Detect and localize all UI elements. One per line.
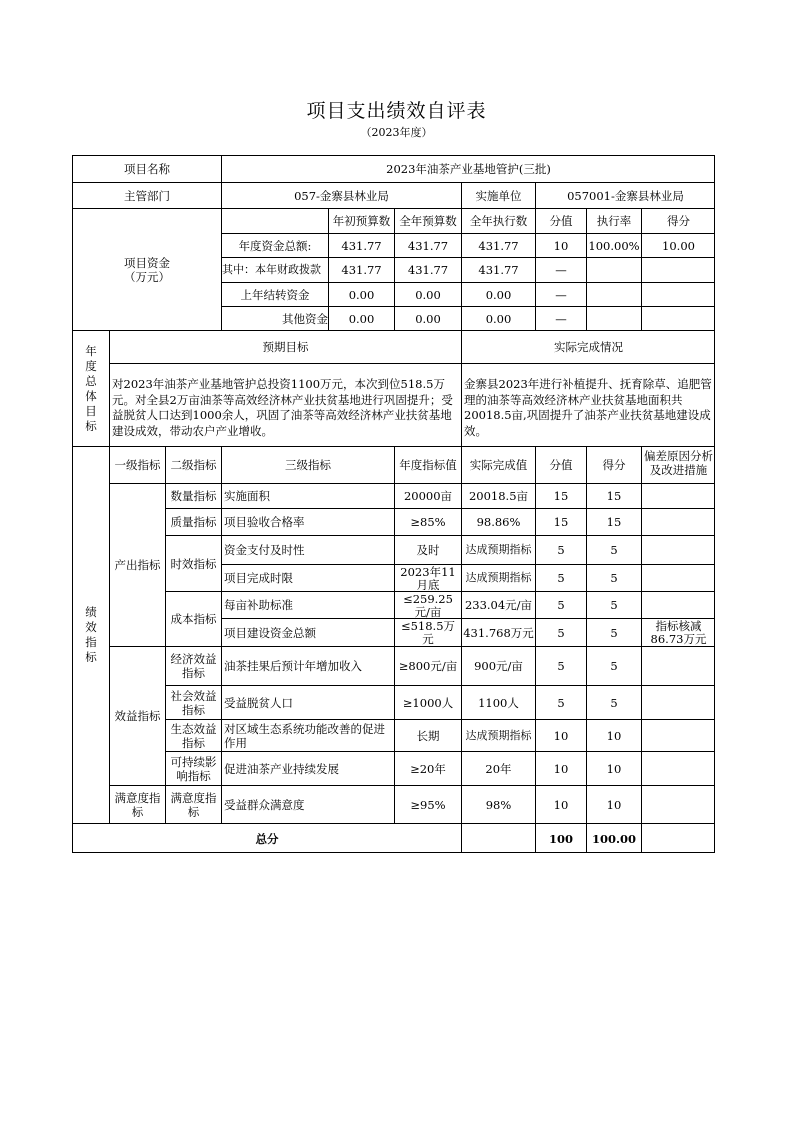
perf-header-score-value: 分值 [536,447,587,484]
indicator-score-value: 10 [536,720,587,752]
indicator-score: 5 [587,619,642,647]
indicator-actual: 达成预期指标 [462,565,536,592]
indicator-target: ≥1000人 [395,686,462,720]
dept: 057-金寨县林业局 [222,183,462,209]
indicator-note [642,592,715,619]
level2-satisfaction: 满意度指标 [166,786,222,824]
perf-header-actual: 实际完成值 [462,447,536,484]
indicator-actual: 98% [462,786,536,824]
total-score: 100.00 [587,824,642,853]
funds-header-blank [222,209,329,234]
indicator-score: 5 [587,536,642,565]
funds-header-score-value: 分值 [536,209,587,234]
project-name: 2023年油茶产业基地管护(三批) [222,156,715,183]
indicator-score: 5 [587,647,642,686]
indicator-actual: 达成预期指标 [462,720,536,752]
funds-row-annual: 0.00 [395,307,462,331]
indicator-target: ≥20年 [395,752,462,786]
expected-goal-header: 预期目标 [110,331,462,364]
indicator-score-value: 5 [536,565,587,592]
funds-row-score-value: — [536,307,587,331]
indicator-name: 实施面积 [222,484,395,509]
indicator-target: 及时 [395,536,462,565]
indicator-actual: 900元/亩 [462,647,536,686]
perf-header-level3: 三级指标 [222,447,395,484]
level1-benefit: 效益指标 [110,647,166,786]
funds-row-annual: 431.77 [395,234,462,258]
indicator-score: 15 [587,484,642,509]
level2-cost: 成本指标 [166,592,222,647]
indicator-actual: 20年 [462,752,536,786]
indicator-name: 资金支付及时性 [222,536,395,565]
funds-row-score-value: 10 [536,234,587,258]
indicator-note: 指标核减86.73万元 [642,619,715,647]
indicator-actual: 233.04元/亩 [462,592,536,619]
performance-side-label: 绩效指标 [73,447,110,824]
level1-output: 产出指标 [110,484,166,647]
funds-row-label: 上年结转资金 [222,283,329,307]
funds-header-annual: 全年预算数 [395,209,462,234]
funds-row-label: 其他资金 [222,307,329,331]
project-name-label: 项目名称 [73,156,222,183]
funds-row-score-value: — [536,258,587,283]
indicator-name: 项目建设资金总额 [222,619,395,647]
funds-row-initial: 0.00 [329,283,395,307]
indicator-score-value: 5 [536,647,587,686]
funds-header-rate: 执行率 [587,209,642,234]
unit-label: 实施单位 [462,183,536,209]
funds-row-rate: 100.00% [587,234,642,258]
expected-goal-text: 对2023年油茶产业基地管护总投资1100万元，本次到位518.5万元。对全县2万亩油茶等高效经济林产业扶贫基地进行巩固提升；受益脱贫人口达到1000余人，巩固了油茶等高效经济林产业扶贫基地建设成效，带动农户产业增收。 [110,364,462,447]
funds-row-score [642,258,715,283]
funds-row-label: 年度资金总额: [222,234,329,258]
level2-quality: 质量指标 [166,509,222,536]
level2-sustainable: 可持续影响指标 [166,752,222,786]
funds-row-executed: 431.77 [462,234,536,258]
indicator-note [642,565,715,592]
evaluation-table [72,155,715,853]
indicator-actual: 达成预期指标 [462,536,536,565]
indicator-score-value: 5 [536,619,587,647]
perf-header-level1: 一级指标 [110,447,166,484]
actual-completion-text: 金寨县2023年进行补植提升、抚育除草、追肥管理的油茶等高效经济林产业扶贫基地面积共20018.5亩,巩固提升了油茶产业扶贫基地建设成效。 [462,364,715,447]
indicator-score-value: 5 [536,686,587,720]
funds-row-score: 10.00 [642,234,715,258]
funds-row-initial: 431.77 [329,258,395,283]
total-label: 总分 [73,824,462,853]
indicator-note [642,752,715,786]
indicator-note [642,720,715,752]
indicator-target: ≤259.25元/亩 [395,592,462,619]
indicator-name: 每亩补助标准 [222,592,395,619]
funds-row-rate [587,258,642,283]
funds-row-executed: 0.00 [462,283,536,307]
funds-row-rate [587,307,642,331]
indicator-note [642,686,715,720]
funds-row-initial: 431.77 [329,234,395,258]
indicator-actual: 98.86% [462,509,536,536]
indicator-name: 促进油茶产业持续发展 [222,752,395,786]
indicator-target: ≤518.5万元 [395,619,462,647]
indicator-score-value: 5 [536,592,587,619]
page-title: 项目支出绩效自评表 [306,100,487,122]
indicator-target: ≥85% [395,509,462,536]
funds-row-executed: 0.00 [462,307,536,331]
indicator-name: 对区域生态系统功能改善的促进作用 [222,720,395,752]
funds-row-score-value: — [536,283,587,307]
level2-social: 社会效益指标 [166,686,222,720]
level2-timeliness: 时效指标 [166,536,222,592]
indicator-score: 5 [587,686,642,720]
indicator-note [642,484,715,509]
indicator-note [642,647,715,686]
indicator-target: 长期 [395,720,462,752]
total-note-blank [642,824,715,853]
indicator-name: 项目验收合格率 [222,509,395,536]
indicator-score: 10 [587,720,642,752]
indicator-score-value: 10 [536,752,587,786]
indicator-note [642,536,715,565]
annual-goal-side-label: 年度总体目标 [73,331,110,447]
indicator-score-value: 10 [536,786,587,824]
indicator-score: 5 [587,592,642,619]
level2-ecological: 生态效益指标 [166,720,222,752]
indicator-target: 2023年11月底 [395,565,462,592]
page-subtitle: （2023年度） [360,126,433,139]
perf-header-level2: 二级指标 [166,447,222,484]
indicator-note [642,786,715,824]
indicator-name: 受益脱贫人口 [222,686,395,720]
indicator-actual: 431.768万元 [462,619,536,647]
funds-header-executed: 全年执行数 [462,209,536,234]
indicator-note [642,509,715,536]
perf-header-score: 得分 [587,447,642,484]
indicator-name: 受益群众满意度 [222,786,395,824]
actual-completion-header: 实际完成情况 [462,331,715,364]
indicator-score: 10 [587,752,642,786]
indicator-actual: 20018.5亩 [462,484,536,509]
indicator-actual: 1100人 [462,686,536,720]
indicator-score-value: 15 [536,509,587,536]
indicator-score-value: 15 [536,484,587,509]
level1-satisfaction: 满意度指标 [110,786,166,824]
level2-quantity: 数量指标 [166,484,222,509]
perf-header-deviation: 偏差原因分析及改进措施 [642,447,715,484]
funds-row-initial: 0.00 [329,307,395,331]
funds-row-executed: 431.77 [462,258,536,283]
funds-row-annual: 431.77 [395,258,462,283]
funds-row-label: 其中：本年财政拨款 [222,258,329,283]
indicator-target: ≥800元/亩 [395,647,462,686]
indicator-score-value: 5 [536,536,587,565]
level2-economic: 经济效益指标 [166,647,222,686]
total-score-value: 100 [536,824,587,853]
funds-header-score: 得分 [642,209,715,234]
indicator-name: 项目完成时限 [222,565,395,592]
funds-row-score [642,307,715,331]
total-actual-blank [462,824,536,853]
funds-label: 项目资金 （万元） [73,209,222,331]
indicator-score: 10 [587,786,642,824]
indicator-name: 油茶挂果后预计年增加收入 [222,647,395,686]
funds-row-rate [587,283,642,307]
perf-header-target: 年度指标值 [395,447,462,484]
dept-label: 主管部门 [73,183,222,209]
indicator-target: ≥95% [395,786,462,824]
indicator-score: 15 [587,509,642,536]
funds-row-annual: 0.00 [395,283,462,307]
funds-header-initial: 年初预算数 [329,209,395,234]
funds-row-score [642,283,715,307]
unit: 057001-金寨县林业局 [536,183,715,209]
indicator-target: 20000亩 [395,484,462,509]
indicator-score: 5 [587,565,642,592]
